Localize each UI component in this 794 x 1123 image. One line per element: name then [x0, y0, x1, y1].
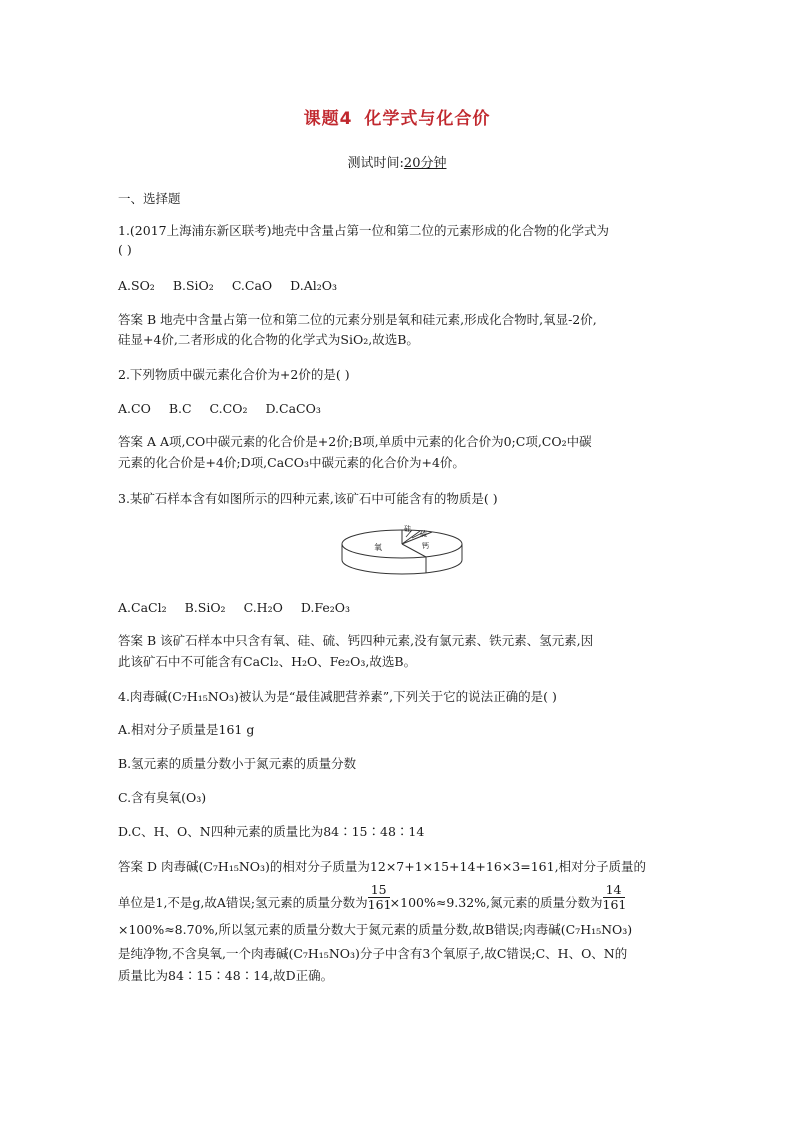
q2-option-c: C.CO₂	[209, 401, 248, 416]
q3-option-d: D.Fe₂O₃	[300, 600, 351, 615]
q4-stem: 4.肉毒碱(C₇H₁₅NO₃)被认为是“最佳减肥营养素”,下列关于它的说法正确的是( )	[118, 689, 557, 704]
pie-label-oxygen: 氧	[374, 543, 382, 552]
q4-answer-line2-part1: 单位是1,不是g,故A错误;氢元素的质量分数为	[118, 895, 368, 910]
test-time	[0, 152, 794, 171]
q3-option-c: C.H₂O	[243, 600, 283, 615]
q4-option-b: B.氢元素的质量分数小于氮元素的质量分数	[118, 756, 357, 771]
q4-answer-line3: ×100%≈8.70%,所以氢元素的质量分数大于氮元素的质量分数,故B错误;肉毒碱(C₇H₁₅NO₃)	[118, 922, 633, 937]
q3-answer-line1: 答案 B 该矿石样本中只含有氧、硅、硫、钙四种元素,没有氯元素、铁元素、氢元素,因	[118, 633, 594, 648]
test-time-value: 20分钟	[403, 156, 447, 171]
q3-options	[118, 598, 678, 618]
title-lesson-number: 课题4	[303, 109, 353, 129]
q2-option-b: B.C	[168, 401, 192, 416]
q3-element-pie-diagram	[340, 524, 465, 580]
q4-option-d: D.C、H、O、N四种元素的质量比为84∶15∶48∶14	[118, 824, 425, 839]
q4-option-c: C.含有臭氧(O₃)	[118, 790, 207, 805]
q2-answer-line2: 元素的化合价是+4价;D项,CaCO₃中碳元素的化合价为+4价。	[118, 455, 465, 470]
q4-answer-line2-part2: ×100%≈9.32%,氮元素的质量分数为	[389, 895, 603, 910]
q4-answer-line5: 质量比为84∶15∶48∶14,故D正确。	[118, 968, 334, 983]
fraction-denominator: 161	[602, 896, 627, 912]
pie-label-silicon: 硅	[404, 525, 411, 533]
q2-options	[118, 399, 678, 419]
q2-stem: 2.下列物质中碳元素化合价为+2价的是( )	[118, 367, 350, 382]
q1-stem: 1.(2017上海浦东新区联考)地壳中含量占第一位和第二位的元素形成的化合物的化学式为	[118, 223, 609, 238]
q3-option-b: B.SiO₂	[184, 600, 226, 615]
fraction-numerator: 14	[605, 881, 622, 897]
fraction-numerator: 15	[370, 881, 387, 897]
q1-options	[118, 276, 678, 296]
q1-answer-line1: 答案 B 地壳中含量占第一位和第二位的元素分别是氧和硅元素,形成化合物时,氧显-2价,	[118, 312, 597, 327]
pie-label-sulfur: 硫	[420, 530, 427, 538]
page-title	[0, 104, 794, 129]
pie-label-calcium: 钙	[422, 542, 429, 550]
q1-answer-line2: 硅显+4价,二者形成的化合物的化学式为SiO₂,故选B。	[118, 332, 419, 347]
q2-option-a: A.CO	[118, 401, 151, 416]
q2-answer-line1: 答案 A A项,CO中碳元素的化合价是+2价;B项,单质中元素的化合价为0;C项,CO₂中碳	[118, 434, 592, 449]
q2-option-d: D.CaCO₃	[265, 401, 321, 416]
q3-stem: 3.某矿石样本含有如图所示的四种元素,该矿石中可能含有的物质是( )	[118, 491, 498, 506]
fraction-denominator: 161	[367, 896, 392, 912]
q4-option-a: A.相对分子质量是161 g	[118, 722, 255, 737]
fraction-15-161	[367, 881, 392, 912]
q1-paren: ( )	[118, 242, 132, 257]
test-time-label: 测试时间:	[347, 156, 404, 171]
section-heading: 一、选择题	[118, 191, 181, 206]
q3-option-a: A.CaCl₂	[118, 600, 167, 615]
q1-option-b: B.SiO₂	[172, 278, 214, 293]
fraction-14-161	[602, 881, 627, 912]
q4-answer-line2	[118, 881, 678, 913]
q4-answer-line1: 答案 D 肉毒碱(C₇H₁₅NO₃)的相对分子质量为12×7+1×15+14+16×3=161,相对分子质量的	[118, 859, 647, 874]
q3-answer-line2: 此该矿石中不可能含有CaCl₂、H₂O、Fe₂O₃,故选B。	[118, 654, 417, 669]
q1-option-c: C.CaO	[231, 278, 273, 293]
title-topic: 化学式与化合价	[364, 109, 491, 129]
q1-option-d: D.Al₂O₃	[290, 278, 338, 293]
q4-answer-line4: 是纯净物,不含臭氧,一个肉毒碱(C₇H₁₅NO₃)分子中含有3个氧原子,故C错误;C、H、O、N的	[118, 946, 628, 961]
q1-option-a: A.SO₂	[118, 278, 155, 293]
